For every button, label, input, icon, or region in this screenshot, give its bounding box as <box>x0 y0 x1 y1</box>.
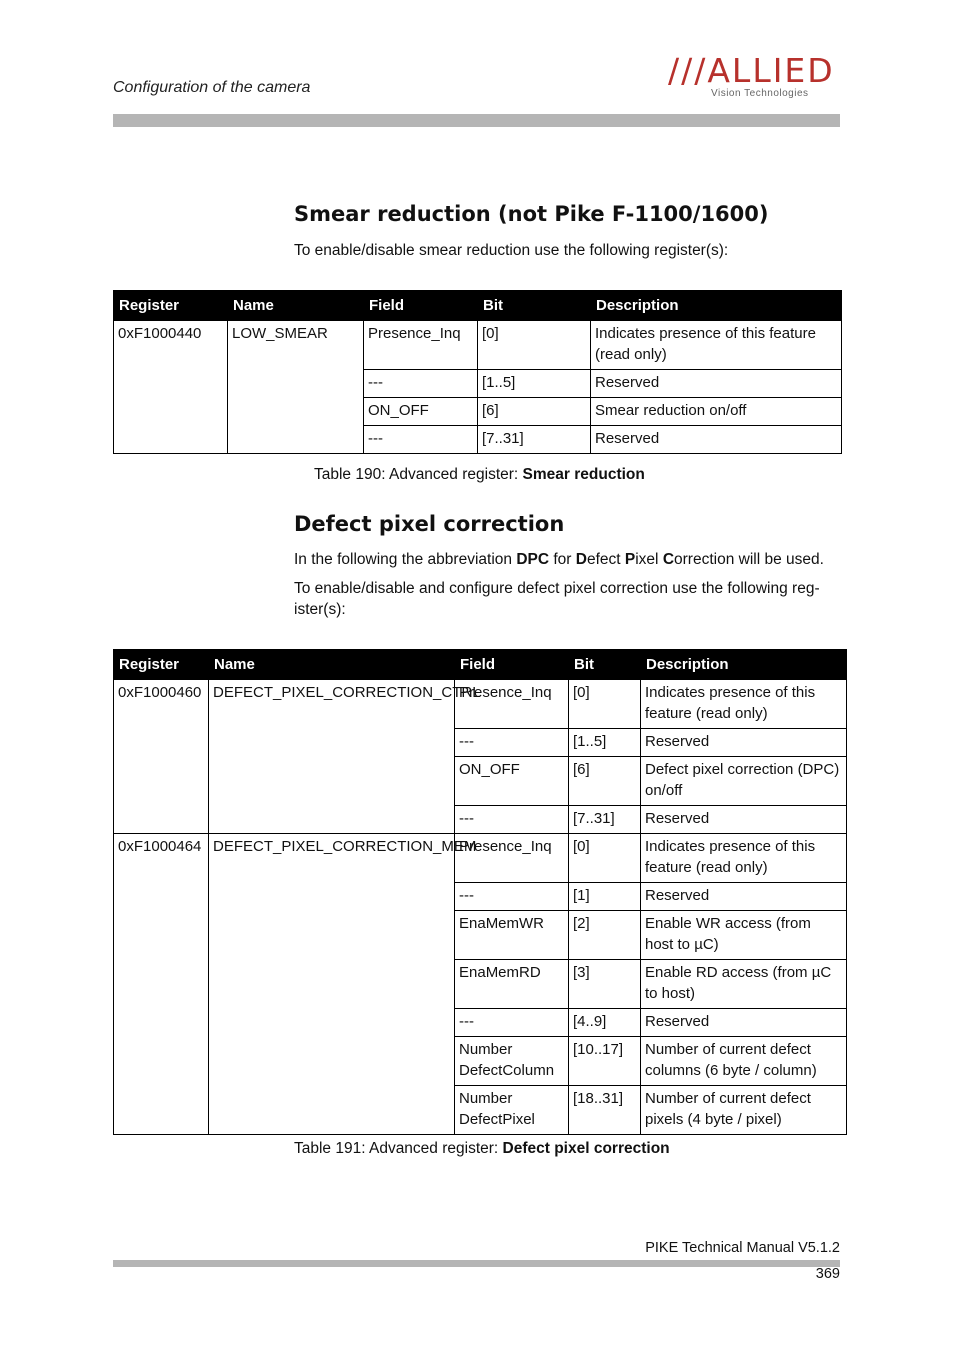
bit-cell: [4..9] <box>569 1009 641 1037</box>
bit-cell: [2] <box>569 911 641 960</box>
field-cell: --- <box>364 426 478 454</box>
description-cell: Enable WR access (from host to µC) <box>641 911 847 960</box>
text-run-bold: DPC <box>516 551 550 568</box>
dpc-abbreviation-paragraph <box>294 549 842 570</box>
bit-cell: [6] <box>569 757 641 806</box>
field-cell: ON_OFF <box>364 398 478 426</box>
dpc-intro-paragraph: To enable/disable and configure defect pixel correction use the following reg-ister(s): <box>294 580 820 618</box>
table-row <box>114 680 847 729</box>
register-address: 0xF1000460 <box>114 680 209 834</box>
register-name: DEFECT_PIXEL_CORRECTION_MEM <box>209 834 455 1135</box>
field-cell: EnaMemWR <box>455 911 569 960</box>
register-address: 0xF1000440 <box>114 321 228 454</box>
bit-cell: [10..17] <box>569 1037 641 1086</box>
description-cell: Reserved <box>641 729 847 757</box>
caption-prefix: Table 191: Advanced register: <box>294 1140 503 1157</box>
col-header-bit: Bit <box>569 650 641 680</box>
text-run-bold: P <box>624 551 636 568</box>
table-191-caption <box>294 1140 670 1158</box>
table-header-row <box>114 291 842 321</box>
manual-version: PIKE Technical Manual V5.1.2 <box>645 1240 840 1256</box>
bit-cell: [7..31] <box>569 806 641 834</box>
field-cell: Number DefectColumn <box>455 1037 569 1086</box>
bit-cell: [3] <box>569 960 641 1009</box>
field-cell: --- <box>455 883 569 911</box>
description-cell: Smear reduction on/off <box>591 398 842 426</box>
smear-heading: Smear reduction (not Pike F-1100/1600) <box>294 202 769 226</box>
bit-cell: [1] <box>569 883 641 911</box>
bit-cell: [7..31] <box>478 426 591 454</box>
col-header-description: Description <box>591 291 842 321</box>
bit-cell: [1..5] <box>569 729 641 757</box>
field-cell: --- <box>364 370 478 398</box>
text-run: orrection will be used. <box>674 551 824 568</box>
description-cell: Enable RD access (from µC to host) <box>641 960 847 1009</box>
field-cell: EnaMemRD <box>455 960 569 1009</box>
text-run: ixel <box>635 551 663 568</box>
logo-wordmark: ///ALLIED <box>668 51 835 90</box>
text-run: In the following the abbreviation <box>294 551 517 568</box>
description-cell: Indicates presence of this feature (read only) <box>641 834 847 883</box>
allied-logo <box>668 51 843 100</box>
field-cell: --- <box>455 806 569 834</box>
col-header-bit: Bit <box>478 291 591 321</box>
description-cell: Reserved <box>591 426 842 454</box>
description-cell: Defect pixel correction (DPC) on/off <box>641 757 847 806</box>
bit-cell: [6] <box>478 398 591 426</box>
col-header-name: Name <box>228 291 364 321</box>
field-cell: --- <box>455 1009 569 1037</box>
text-run: for <box>549 551 576 568</box>
col-header-register: Register <box>114 650 209 680</box>
text-run-bold: C <box>662 551 675 568</box>
logo-tagline: Vision Technologies <box>711 88 809 99</box>
table-row <box>114 321 842 370</box>
bit-cell: [0] <box>478 321 591 370</box>
description-cell: Indicates presence of this feature (read only) <box>591 321 842 370</box>
page-number: 369 <box>815 1266 840 1282</box>
field-cell: ON_OFF <box>455 757 569 806</box>
running-header: Configuration of the camera <box>113 79 311 96</box>
field-cell: Number DefectPixel <box>455 1086 569 1135</box>
table-190-caption <box>314 466 645 484</box>
col-header-register: Register <box>114 291 228 321</box>
description-cell: Reserved <box>641 806 847 834</box>
register-name: LOW_SMEAR <box>228 321 364 454</box>
description-cell: Reserved <box>591 370 842 398</box>
col-header-field: Field <box>455 650 569 680</box>
register-name: DEFECT_PIXEL_CORRECTION_CTRL <box>209 680 455 834</box>
dpc-register-table <box>113 649 847 1135</box>
text-run-bold: D <box>575 551 587 568</box>
bit-cell: [0] <box>569 834 641 883</box>
caption-title: Defect pixel correction <box>502 1140 670 1157</box>
smear-intro: To enable/disable smear reduction use the following register(s): <box>294 242 729 259</box>
table-row <box>114 834 847 883</box>
bit-cell: [18..31] <box>569 1086 641 1135</box>
header-rule <box>113 114 840 127</box>
field-cell: Presence_Inq <box>364 321 478 370</box>
dpc-heading: Defect pixel correction <box>294 512 565 536</box>
description-cell: Reserved <box>641 883 847 911</box>
field-cell: Presence_Inq <box>455 834 569 883</box>
description-cell: Reserved <box>641 1009 847 1037</box>
field-cell: Presence_Inq <box>455 680 569 729</box>
footer-rule <box>113 1260 840 1267</box>
smear-register-table <box>113 290 842 454</box>
field-cell: --- <box>455 729 569 757</box>
description-cell: Indicates presence of this feature (read only) <box>641 680 847 729</box>
description-cell: Number of current defect pixels (4 byte / pixel) <box>641 1086 847 1135</box>
bit-cell: [1..5] <box>478 370 591 398</box>
description-cell: Number of current defect columns (6 byte / column) <box>641 1037 847 1086</box>
caption-prefix: Table 190: Advanced register: <box>314 466 523 483</box>
bit-cell: [0] <box>569 680 641 729</box>
col-header-name: Name <box>209 650 455 680</box>
table-header-row <box>114 650 847 680</box>
text-run: efect <box>586 551 625 568</box>
col-header-field: Field <box>364 291 478 321</box>
col-header-description: Description <box>641 650 847 680</box>
caption-title: Smear reduction <box>522 466 645 483</box>
register-address: 0xF1000464 <box>114 834 209 1135</box>
